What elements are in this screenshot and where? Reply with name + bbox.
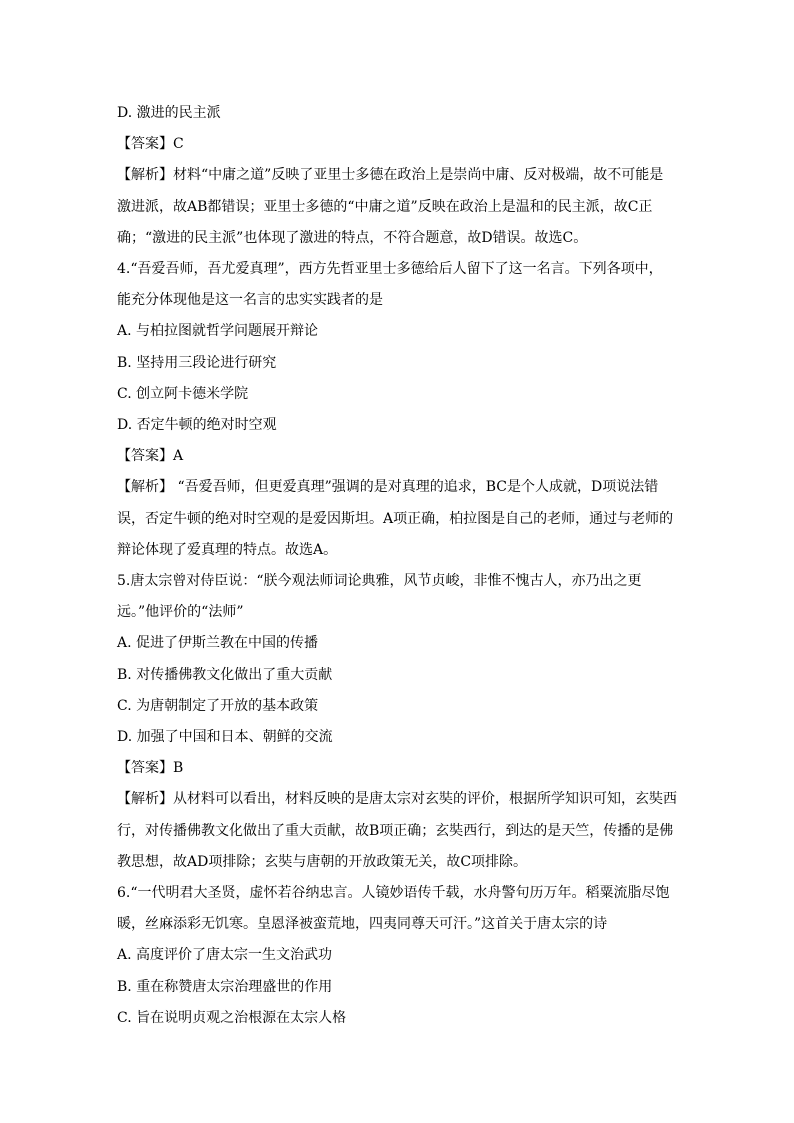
- question-4-line-1: 4.“吾爱吾师，吾尤爱真理”，西方先哲亚里士多德给后人留下了这一名言。下列各项中，: [117, 261, 663, 278]
- question-4-line-2: 能充分体现他是这一名言的忠实实践者的是: [117, 292, 383, 309]
- document-page: [117, 98, 679, 1034]
- analysis-q3-line-2: 激进派，故AB都错误；亚里士多德的“中庸之道”反映在政治上是温和的民主派，故C正: [117, 198, 653, 215]
- question-6-line-2: 暖，丝麻添彩无饥寒。皇恩泽被蛮荒地，四夷同尊天可汗。”这首关于唐太宗的诗: [117, 916, 608, 933]
- analysis-q3-line-1: 【解析】材料“中庸之道”反映了亚里士多德在政治上是崇尚中庸、反对极端，故不可能是: [117, 167, 664, 184]
- option-c-q6: C. 旨在说明贞观之治根源在太宗人格: [117, 1009, 347, 1026]
- option-a-q6: A. 高度评价了唐太宗一生文治武功: [117, 947, 333, 964]
- option-b-q4: B. 坚持用三段论进行研究: [117, 354, 277, 371]
- analysis-q5-line-3: 教思想，故AD项排除；玄奘与唐朝的开放政策无关，故C项排除。: [117, 853, 528, 870]
- question-5-line-1: 5.唐太宗曾对侍臣说：“朕今观法师词论典雅，风节贞峻，非惟不愧古人，亦乃出之更: [117, 573, 642, 590]
- analysis-q4-line-3: 辩论体现了爱真理的特点。故选A。: [117, 541, 338, 558]
- answer-q5: 【答案】B: [117, 760, 184, 777]
- answer-q3: 【答案】C: [117, 136, 184, 153]
- question-5-line-2: 远。”他评价的“法师”: [117, 604, 244, 621]
- option-d-q5: D. 加强了中国和日本、朝鲜的交流: [117, 729, 333, 746]
- analysis-q4-line-2: 误，否定牛顿的绝对时空观的是爱因斯坦。A项正确，柏拉图是自己的老师，通过与老师的: [117, 510, 674, 527]
- question-6-line-1: 6.“一代明君大圣贤，虚怀若谷纳忠言。人镜妙语传千载，水舟警句历万年。稻粟流脂尽饱: [117, 885, 670, 902]
- option-b-q5: B. 对传播佛教文化做出了重大贡献: [117, 666, 333, 683]
- option-d-q3: D. 激进的民主派: [117, 105, 221, 121]
- option-a-q5: A. 促进了伊斯兰教在中国的传播: [117, 635, 319, 652]
- option-c-q5: C. 为唐朝制定了开放的基本政策: [117, 697, 319, 714]
- analysis-q5-line-1: 【解析】从材料可以看出，材料反映的是唐太宗对玄奘的评价，根据所学知识可知，玄奘西: [117, 791, 677, 808]
- answer-q4: 【答案】A: [117, 448, 184, 465]
- analysis-q3-line-3: 确；“激进的民主派”也体现了激进的特点，不符合题意，故D错误。故选C。: [117, 229, 588, 246]
- option-b-q6: B. 重在称赞唐太宗治理盛世的作用: [117, 978, 333, 995]
- analysis-q4-line-1: 【解析】 “吾爱吾师，但更爱真理”强调的是对真理的追求，BC是个人成就，D项说法错: [117, 479, 659, 496]
- option-a-q4: A. 与柏拉图就哲学问题展开辩论: [117, 323, 319, 340]
- option-d-q4: D. 否定牛顿的绝对时空观: [117, 417, 277, 434]
- analysis-q5-line-2: 行，对传播佛教文化做出了重大贡献，故B项正确；玄奘西行，到达的是天竺，传播的是佛: [117, 822, 674, 839]
- option-c-q4: C. 创立阿卡德米学院: [117, 385, 249, 402]
